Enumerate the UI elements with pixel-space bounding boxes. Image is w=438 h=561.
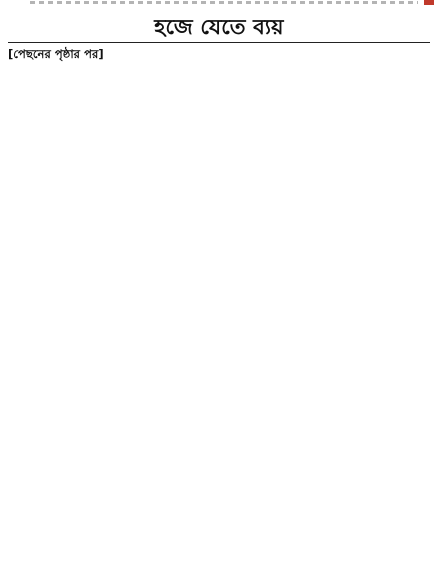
top-strip	[0, 0, 438, 6]
continuation-label: [পেছনের পৃষ্ঠার পর]	[8, 47, 104, 61]
article-headline: হজে যেতে ব্যয়	[154, 15, 284, 39]
article-paragraph	[8, 46, 430, 63]
headline-divider	[8, 42, 430, 43]
top-color-mark	[424, 0, 434, 5]
article-body	[8, 46, 430, 546]
